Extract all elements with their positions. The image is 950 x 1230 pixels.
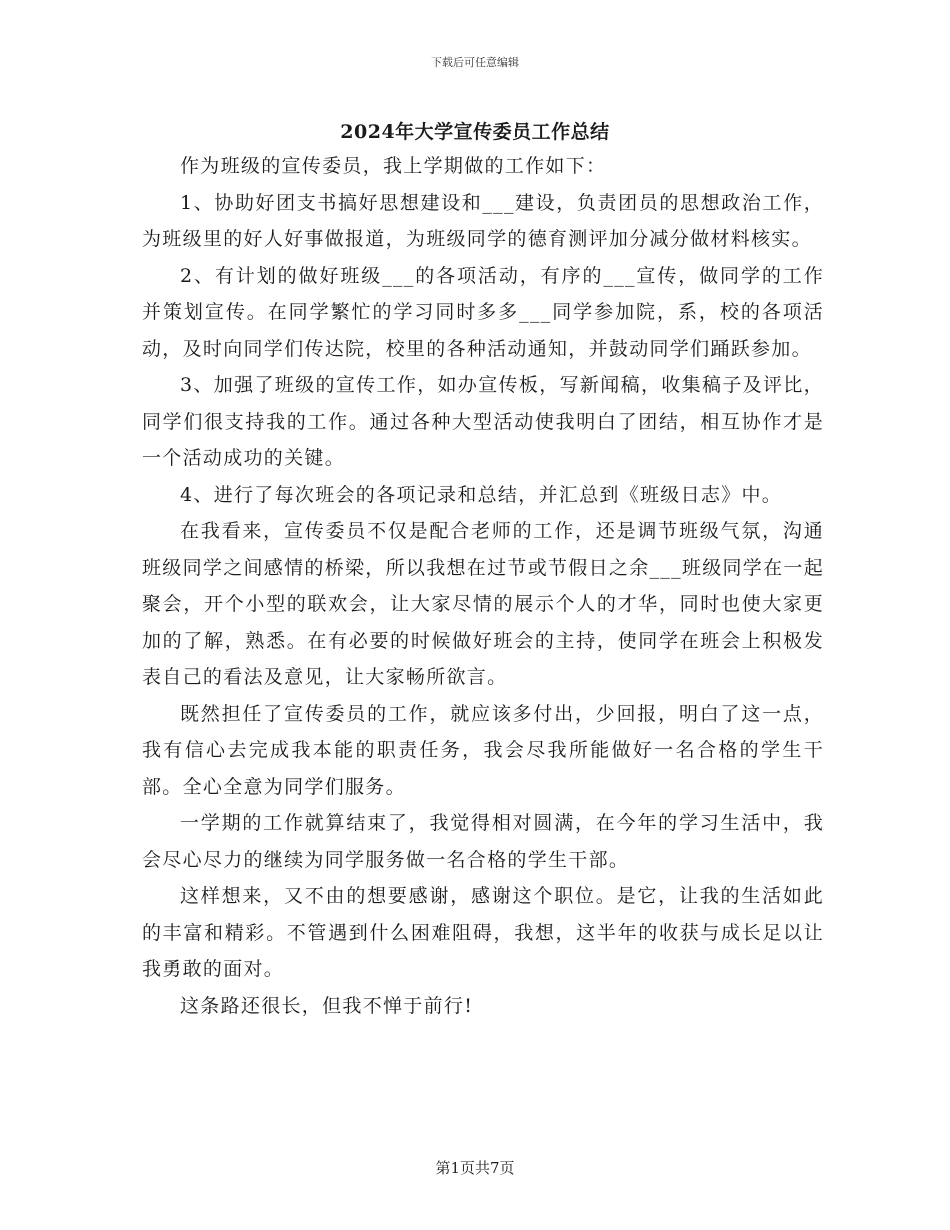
paragraph-intro: 作为班级的宣传委员，我上学期做的工作如下： bbox=[180, 155, 607, 177]
paragraph-item-2: 2、有计划的做好班级___的各项活动，有序的___宣传，做同学的工作并策划宣传。在同学繁忙的学习同时多多___同学参加院，系，校的各项活动，及时向同学们传达院，校里的各种活动通知，并鼓动同学们踊跃参加。 bbox=[142, 264, 824, 360]
document-title: 2024年大学宣传委员工作总结 bbox=[340, 121, 610, 143]
paragraph-item-3: 3、加强了班级的宣传工作，如办宣传板，写新闻稿，收集稿子及评比，同学们很支持我的工作。通过各种大型活动使我明白了团结，相互协作才是一个活动成功的关键。 bbox=[142, 374, 824, 469]
page-footer: 第1页共7页 bbox=[435, 1159, 515, 1177]
paragraph-commitment: 既然担任了宣传委员的工作，就应该多付出，少回报，明白了这一点，我有信心去完成我本能的职责任务，我会尽我所能做好一名合格的学生干部。全心全意为同学们服务。 bbox=[142, 702, 824, 798]
paragraph-closing: 这条路还很长，但我不惮于前行! bbox=[180, 994, 474, 1017]
paragraph-item-1: 1、协助好团支书搞好思想建设和___建设，负责团员的思想政治工作，为班级里的好人好事做报道，为班级同学的德育测评加分减分做材料核实。 bbox=[142, 191, 824, 250]
header-note: 下载后可任意编辑 bbox=[431, 56, 519, 69]
paragraph-reflection: 在我看来，宣传委员不仅是配合老师的工作，还是调节班级气氛，沟通班级同学之间感情的桥梁，所以我想在过节或节假日之余___班级同学在一起聚会，开个小型的联欢会，让大家尽情的展示个人的才华，同时也使大家更加的了解，熟悉。在有必要的时候做好班会的主持，使同学在班会上积极发表自己的看法及意见，让大家畅所欲言。 bbox=[142, 520, 825, 688]
paragraph-item-4: 4、进行了每次班会的各项记录和总结，并汇总到《班级日志》中。 bbox=[180, 483, 783, 506]
paragraph-summary: 一学期的工作就算结束了，我觉得相对圆满，在今年的学习生活中，我会尽心尽力的继续为同学服务做一名合格的学生干部。 bbox=[142, 812, 824, 871]
paragraph-gratitude: 这样想来，又不由的想要感谢，感谢这个职位。是它，让我的生活如此的丰富和精彩。不管遇到什么困难阻碍，我想，这半年的收获与成长足以让我勇敢的面对。 bbox=[142, 885, 824, 980]
document-body bbox=[142, 148, 824, 1024]
